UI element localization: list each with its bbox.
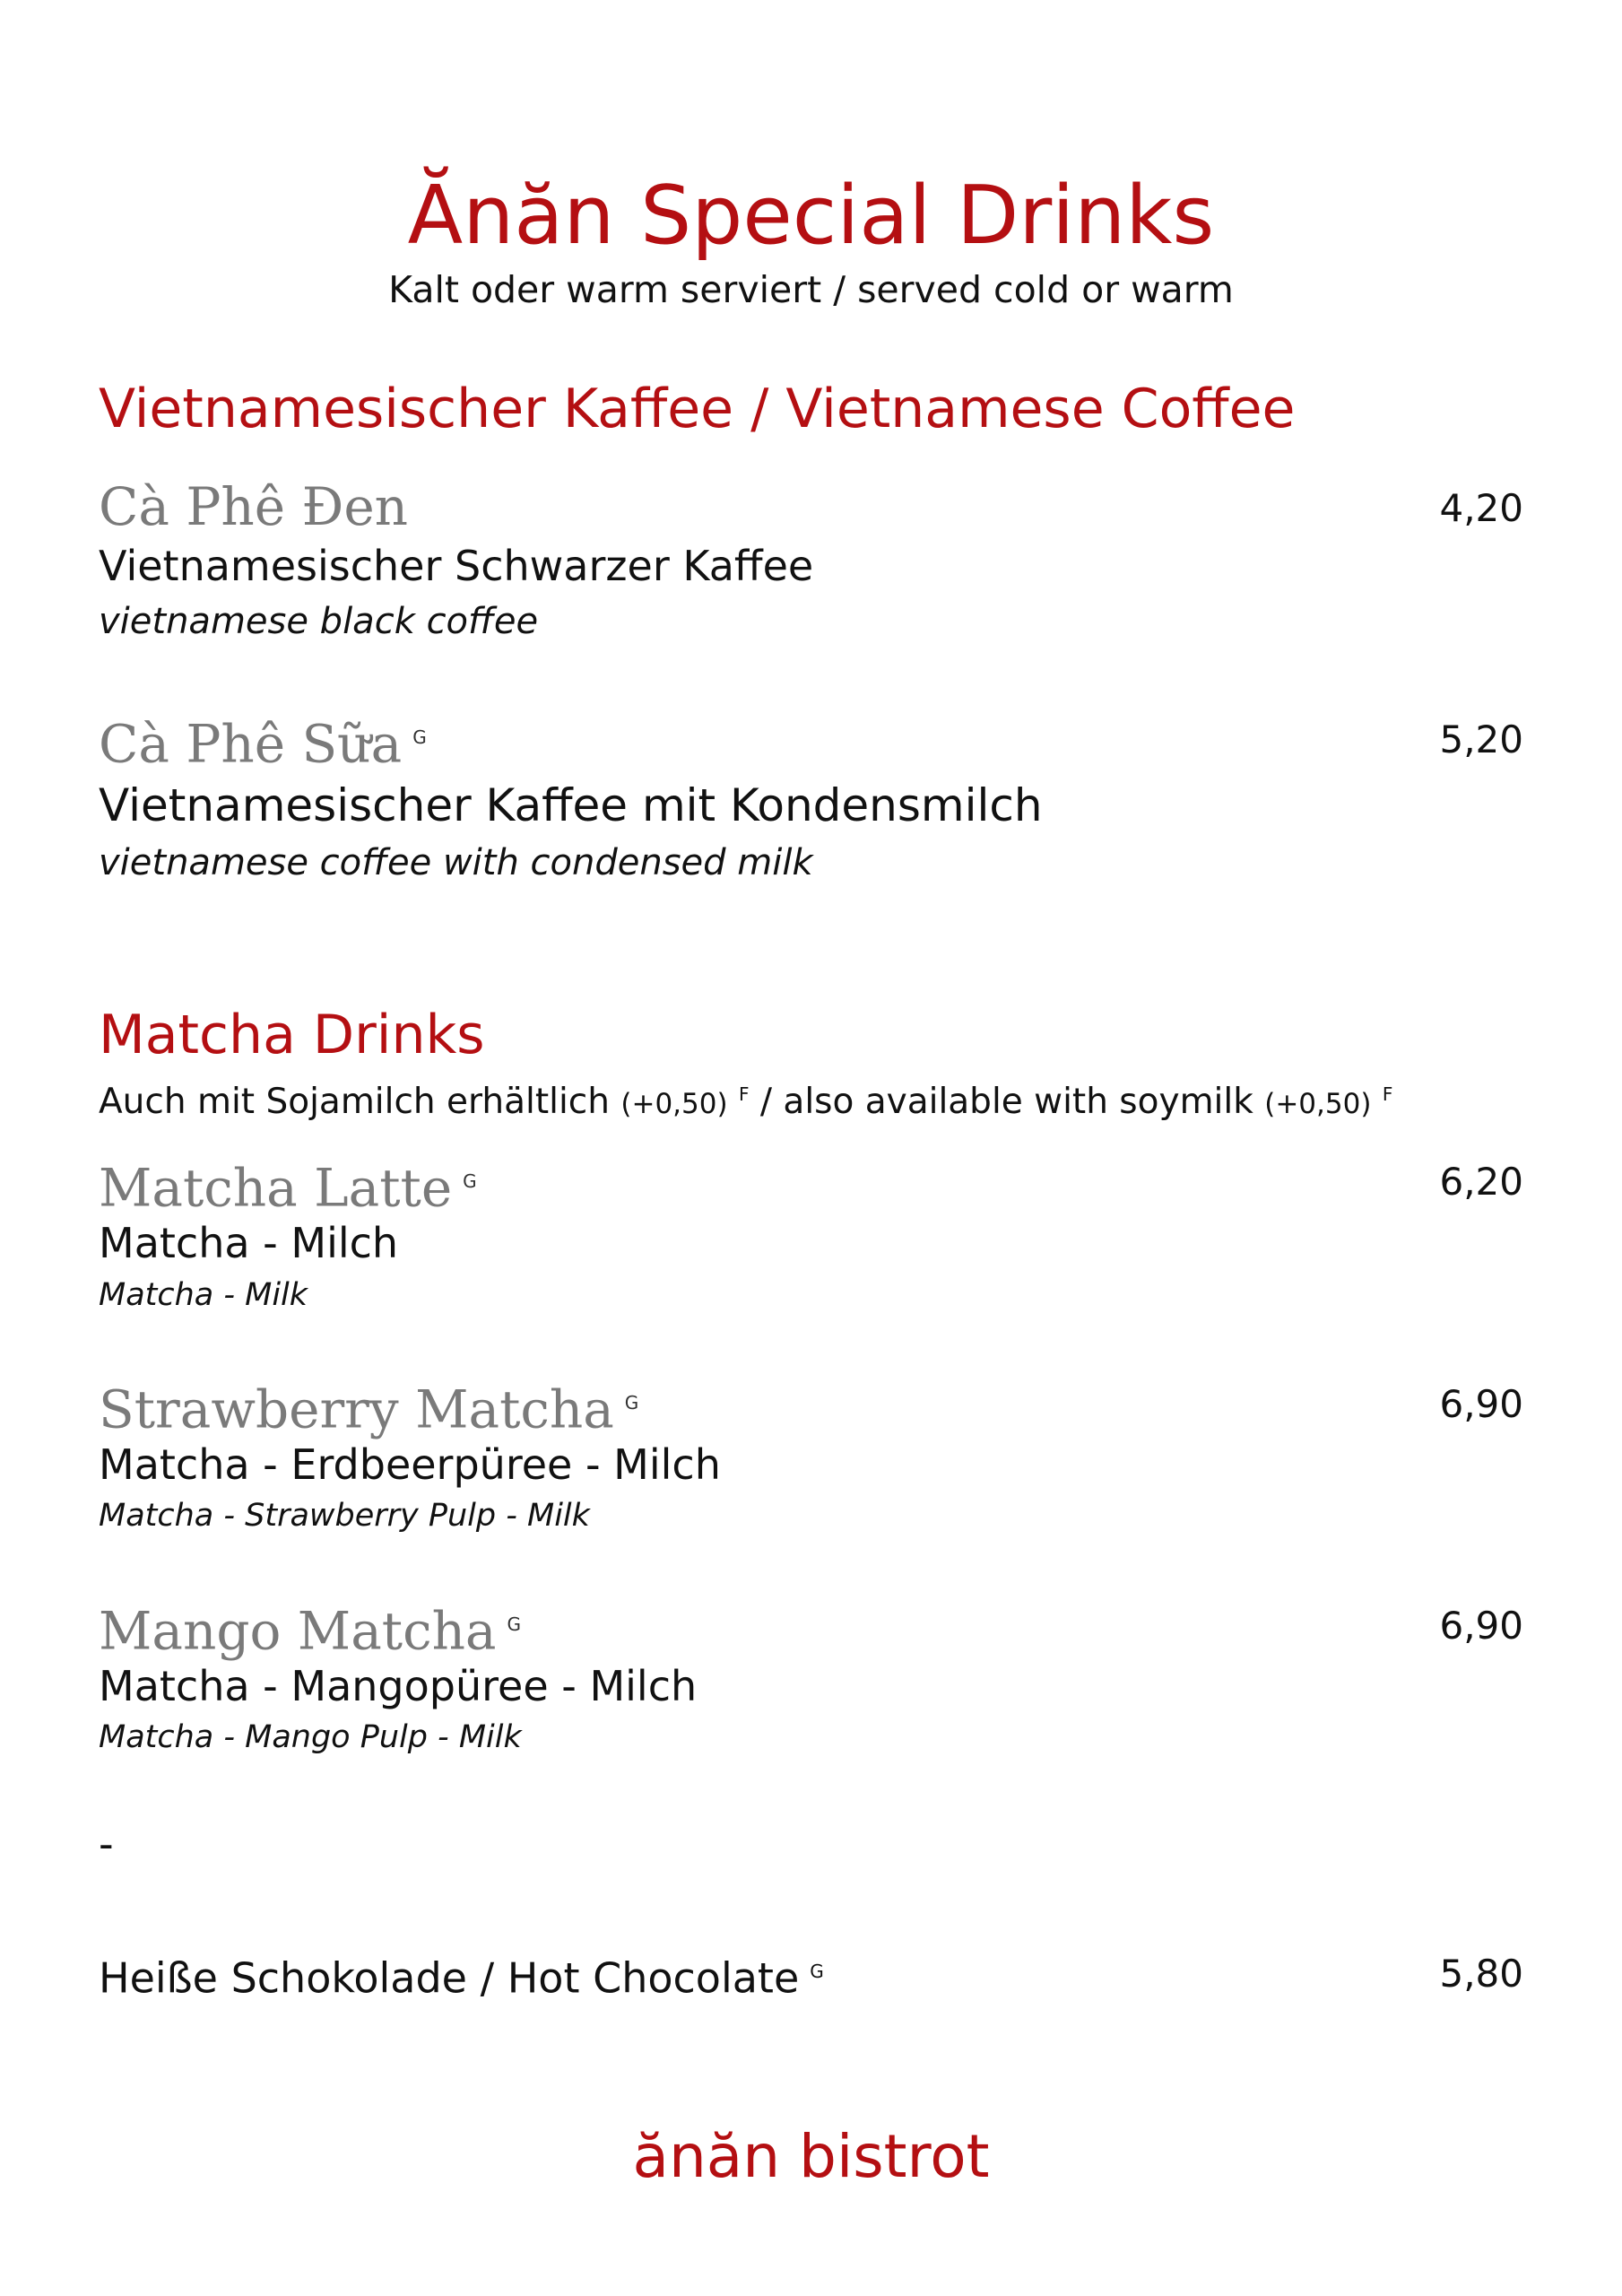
separator-dash: -	[99, 1820, 114, 1868]
item-description-de: Vietnamesischer Schwarzer Kaffee	[99, 542, 814, 590]
allergen-tag: G	[810, 1961, 824, 1982]
item-description-en: Matcha - Milk	[99, 1277, 308, 1313]
item-name-matcha-latte: Matcha Latte $^G$	[99, 1157, 477, 1219]
footer-brand: ănăn bistrot	[632, 2122, 990, 2191]
section-heading-matcha: Matcha Drinks	[99, 1004, 485, 1066]
item-description-de: Matcha - Milch	[99, 1219, 399, 1267]
item-description-en: Matcha - Strawberry Pulp - Milk	[99, 1498, 590, 1534]
item-name-mango-matcha: Mango Matcha $^G$	[99, 1600, 521, 1662]
item-price-hot-chocolate: 5,80	[1439, 1952, 1523, 1996]
item-price-ca-phe-den: 4,20	[1439, 486, 1523, 530]
allergen-tag: G	[463, 1170, 477, 1192]
item-description-de: Matcha - Mangopüree - Milch	[99, 1662, 698, 1710]
item-price-matcha-latte: 6,20	[1439, 1160, 1523, 1204]
item-description-en: Matcha - Mango Pulp - Milk	[99, 1719, 522, 1755]
item-description-en: vietnamese black coffee	[99, 601, 539, 642]
item-description-en: vietnamese coffee with condensed milk	[99, 842, 813, 883]
section-heading-coffee: Vietnamesischer Kaffee / Vietnamese Coffee	[99, 378, 1296, 440]
item-name-ca-phe-den: Cà Phê Đen	[99, 476, 409, 537]
menu-subtitle: Kalt oder warm serviert / served cold or warm	[388, 268, 1234, 311]
allergen-tag: G	[624, 1392, 639, 1413]
soymilk-note: Auch mit Sojamilch erhältlich (+0,50) $^F$ / also available with soymilk (+0,50) $^F$	[99, 1082, 1393, 1122]
item-name-strawberry-matcha: Strawberry Matcha $^G$	[99, 1378, 639, 1440]
allergen-tag: G	[412, 726, 427, 748]
item-description-de: Vietnamesischer Kaffee mit Kondensmilch	[99, 779, 1043, 831]
item-description-de: Matcha - Erdbeerpüree - Milch	[99, 1440, 721, 1489]
allergen-tag: G	[507, 1613, 521, 1635]
item-name-hot-chocolate: Heiße Schokolade / Hot Chocolate $^G$	[99, 1953, 824, 2003]
menu-title: Ănăn Special Drinks	[407, 169, 1215, 263]
item-name-ca-phe-sua: Cà Phê Sữa $^G$	[99, 713, 427, 775]
item-price-strawberry-matcha: 6,90	[1439, 1382, 1523, 1426]
item-price-mango-matcha: 6,90	[1439, 1604, 1523, 1648]
item-price-ca-phe-sua: 5,20	[1439, 718, 1523, 761]
